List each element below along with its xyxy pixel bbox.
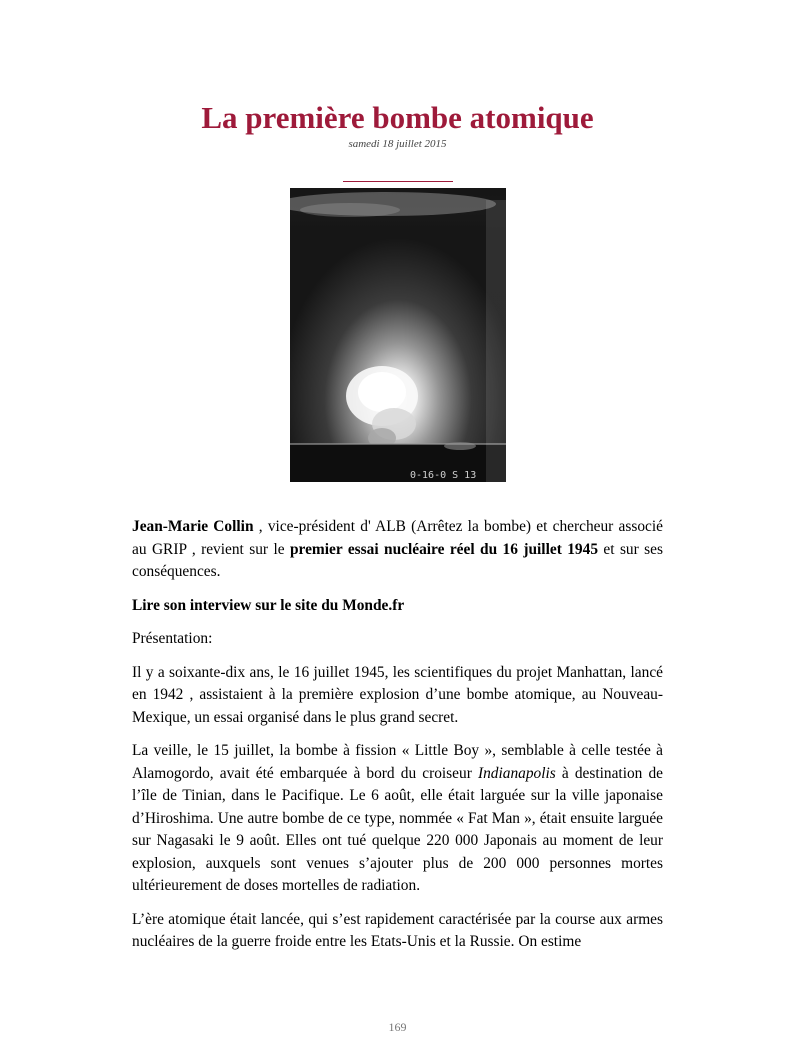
presentation-label: Présentation: [132,630,213,647]
interview-link[interactable]: Lire son interview sur le site du Monde.fr [132,596,405,614]
intro-paragraph [132,516,663,584]
ship-name: Indianapolis [477,764,556,782]
intro-text-1: , vice-président d' ALB (Arrêtez la bombe) et chercheur associé au GRIP , revient sur le [132,518,663,558]
intro-text-2: et sur ses conséquences. [132,540,663,580]
author-name: Jean-Marie Collin [132,518,254,535]
paragraph-2-text-cont: à destination de l’île de Tinian, dans le Pacifique. Le 6 août, elle était larguée sur la ville japonaise d’Hiroshima. Une autre bombe de ce type, nommée « Fat Man », était ensuite larguée sur Nagasaki le 9 août. Elles ont tué quelque 220 000 Japonais au moment de leur explosion, auxquels sont venues s’ajouter plus de 200 000 personnes mortes ultérieurement de doses mortelles de radiation. [132,764,664,894]
article-date: samedi 18 juillet 2015 [348,138,447,150]
paragraph-1: Il y a soixante-dix ans, le 16 juillet 1945, les scientifiques du projet Manhattan, lancé en 1942 , assistaient à la première explosion d’une bombe atomique, au Nouveau-Mexique, un essai organisé dans le plus grand secret. [132,663,663,726]
paragraph-2 [132,740,663,898]
title-divider [343,181,453,182]
page-number: 169 [388,1020,407,1034]
paragraph-3: L’ère atomique était lancée, qui s’est rapidement caractérisée par la course aux armes nucléaires de la guerre froide entre les Etats-Unis et la Russie. On estime [132,910,663,950]
article-body [132,516,663,965]
paragraph-2-text: La veille, le 15 juillet, la bombe à fission « Little Boy », semblable à celle testée à Alamogordo, avait été embarquée à bord du croiseur [132,742,663,782]
atomic-explosion-photo [290,188,506,482]
intro-highlight: premier essai nucléaire réel du 16 juillet 1945 [289,540,599,558]
photo-code-text: 0-16-0 S 13 [410,470,477,481]
article-title: La première bombe atomique [201,100,594,135]
